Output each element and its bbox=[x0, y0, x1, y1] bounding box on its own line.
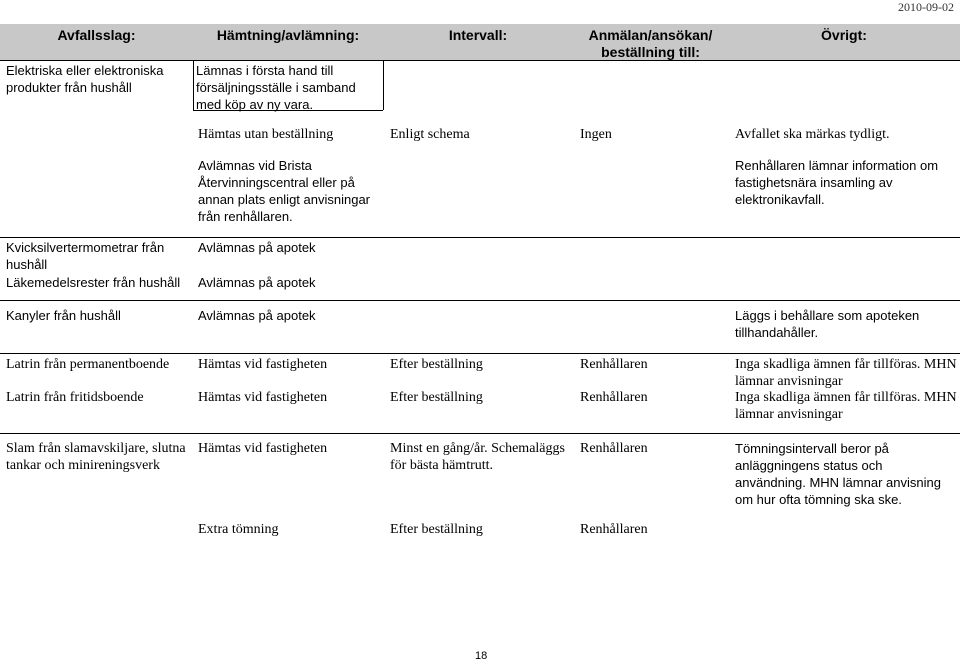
collection-kanyler: Avlämnas på apotek bbox=[198, 308, 316, 323]
collection-slam-extra: Extra tömning bbox=[198, 522, 279, 537]
order-elektronik: Ingen bbox=[580, 127, 612, 142]
header-ovrigt bbox=[728, 24, 960, 60]
grid-line bbox=[0, 237, 960, 238]
header-hamtning-label: Hämtning/avlämning: bbox=[216, 27, 360, 43]
grid-line bbox=[0, 433, 960, 434]
note-elektronik-marking: Avfallet ska märkas tydligt. bbox=[735, 127, 890, 142]
grid-line bbox=[383, 60, 384, 110]
waste-type-kvicksilver: Kvicksilvertermometrar från hushåll bbox=[6, 240, 165, 272]
waste-type-latrin-permanent: Latrin från permanentboende bbox=[6, 357, 170, 372]
waste-type-kanyler: Kanyler från hushåll bbox=[6, 308, 121, 323]
collection-latrin-fritid: Hämtas vid fastigheten bbox=[198, 390, 328, 405]
header-avfallsslag-label: Avfallsslag: bbox=[57, 27, 136, 43]
collection-kvicksilver: Avlämnas på apotek bbox=[198, 240, 316, 255]
header-anmalan bbox=[573, 24, 728, 60]
header-hamtning bbox=[193, 24, 383, 60]
header-ovrigt-label: Övrigt: bbox=[821, 27, 867, 43]
note-slam: Tömningsintervall beror på anläggningens status och användning. MHN lämnar anvisning om hur ofta tömning ska ske. bbox=[735, 441, 941, 507]
interval-slam-extra: Efter beställning bbox=[390, 522, 483, 537]
grid-line bbox=[193, 60, 194, 110]
interval-elektronik: Enligt schema bbox=[390, 127, 470, 142]
order-slam-extra: Renhållaren bbox=[580, 522, 648, 537]
header-intervall bbox=[383, 24, 573, 60]
grid-line bbox=[0, 60, 960, 61]
collection-latrin-permanent: Hämtas vid fastigheten bbox=[198, 357, 328, 372]
header-intervall-label: Intervall: bbox=[448, 27, 508, 43]
collection-elektronik-brista: Avlämnas vid Brista Återvinningscentral eller på annan plats enligt anvisningar från renhållaren. bbox=[198, 158, 371, 224]
interval-slam: Minst en gång/år. Schemaläggs för bästa hämtrutt. bbox=[390, 441, 565, 473]
note-latrin-fritid: Inga skadliga ämnen får tillföras. MHN lämnar anvisningar bbox=[735, 390, 957, 422]
page-number: 18 bbox=[475, 650, 488, 662]
collection-lakemedel: Avlämnas på apotek bbox=[198, 275, 316, 290]
waste-type-slam: Slam från slamavskiljare, slutna tankar och minireningsverk bbox=[6, 441, 186, 473]
document-date: 2010-09-02 bbox=[898, 0, 954, 14]
collection-slam: Hämtas vid fastigheten bbox=[198, 441, 328, 456]
grid-line bbox=[0, 353, 960, 354]
grid-line bbox=[0, 300, 960, 301]
waste-type-lakemedel: Läkemedelsrester från hushåll bbox=[6, 275, 181, 290]
order-latrin-permanent: Renhållaren bbox=[580, 357, 648, 372]
waste-type-latrin-fritid: Latrin från fritidsboende bbox=[6, 390, 144, 405]
order-slam: Renhållaren bbox=[580, 441, 648, 456]
waste-type-elektronik: Elektriska eller elektroniska produkter från hushåll bbox=[6, 63, 164, 95]
collection-elektronik-primary: Lämnas i första hand till försäljningsställe i samband med köp av ny vara. bbox=[196, 63, 356, 112]
header-anmalan-label: Anmälan/ansökan/ beställning till: bbox=[588, 27, 713, 60]
interval-latrin-permanent: Efter beställning bbox=[390, 357, 483, 372]
interval-latrin-fritid: Efter beställning bbox=[390, 390, 483, 405]
note-latrin-permanent: Inga skadliga ämnen får tillföras. MHN lämnar anvisningar bbox=[735, 357, 957, 389]
note-kanyler: Läggs i behållare som apoteken tillhandahåller. bbox=[735, 308, 920, 340]
order-latrin-fritid: Renhållaren bbox=[580, 390, 648, 405]
note-elektronik-info: Renhållaren lämnar information om fastighetsnära insamling av elektronikavfall. bbox=[735, 158, 939, 207]
collection-elektronik-pickup: Hämtas utan beställning bbox=[198, 127, 334, 142]
header-avfallsslag bbox=[0, 24, 193, 60]
